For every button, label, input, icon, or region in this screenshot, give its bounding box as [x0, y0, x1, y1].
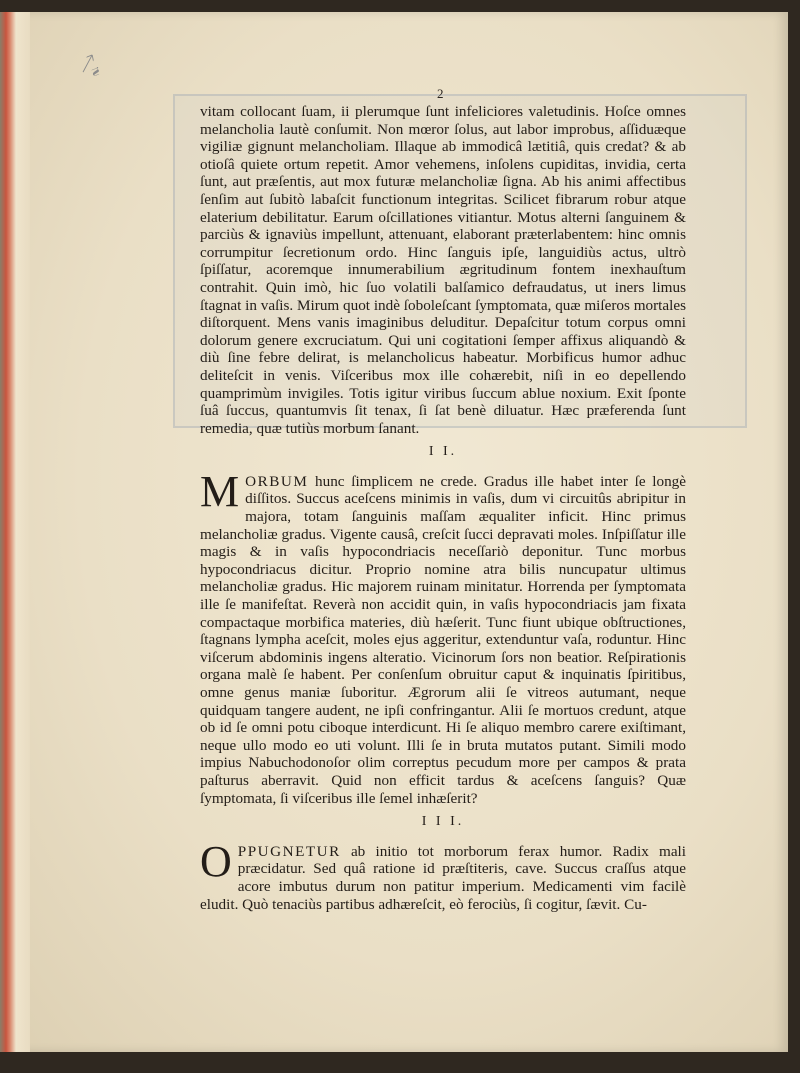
body-text [200, 103, 686, 913]
section-2-text: hunc ſimplicem ne crede. Gradus ille habet inter ſe longè diſſitos. Succus aceſcens minimis in vaſis, dum vi circuitûs abripitur in majora, totam ſanguinis maſſam æqualiter inficit. Hinc primus melancholiæ gradus. Vigente causâ, creſcit ſucci depravati moles. Inſpiſſatur ille magis & in vaſis hypocondriacis neceſſariò deponitur. Tunc morbus hypocondriacus dicitur. Proprio nomine atra bilis nuncupatur ultimus melancholiæ gradus. Hic majorem ruinam minitatur. Horrenda per ſymptomata ille ſe manifeſtat. Reverà non accidit quin, in vaſis hypocondriacis jam fixata compactaque morbifica materies, diù hæſerit. Tunc fiunt ubique obſtructiones, ſtagnans lympha aceſcit, moles ejus aggeritur, extenduntur vaſa, roduntur. Hinc viſcerum abdominis ingens alteratio. Vicinorum ſors non beatior. Reſpirationis organa malè ſe habent. Per conſenſum obruitur caput & inquinatis ſpiritibus, omne genus maniæ ſuboritur. Ægrorum alii ſe vitreos autumant, neque quidquam tangere audent, ne ipſi confringantur. Alii ſe mortuos credunt, atque ob id ſe omni potu ciboque interdicunt. Hi ſe aliquo membro carere exiſtimant, neque ullo modo eo uti volunt. Illi ſe in bruta mutatos putant. Simili modo impius Nabuchodonoſor olim correptus pecudum more per campos & prata paſturus aberravit. Quid non efficit tardus & aceſcens ſanguis? Quæ ſymptomata, ſi viſceribus ille ſemel inhæſerit? [200, 472, 686, 807]
page-edge [0, 12, 30, 1052]
drop-cap-m: M [200, 466, 240, 516]
section-2-heading: I I. [428, 444, 458, 460]
section-1-text: vitam collocant ſuam, ii plerumque ſunt infeliciores valetudinis. Hoſce omnes melancholia lautè conſumit. Non mœror ſolus, aut labor improbus, aſſiduæque vigiliæ gignunt melancholiam. Illaque ab immodicâ lætitiâ, quis credat? & ab otioſâ quiete ortum repetit. Amor vehemens, inſolens cupiditas, invidia, certa ſunt, aut præſentis, aut mox futuræ melancholiæ ſigna. Ab his animi affectibus ſenſim aut ſubitò labaſcit functionum integritas. Scilicet fibrarum robur atque elaterium debilitatur. Earum oſcillationes vitiantur. Motus alterni ſanguinem & parciùs & ignaviùs impellunt, attenuant, elaborant præterlabentem: hinc omnis corrumpitur ſecretionum ordo. Hinc ſanguis ipſe, languidiùs actus, ultrò ſpiſſatur, acoremque innumerabilium ægritudinum fontem inexhauſtum contrahit. Quin imò, hic ſuo volatili balſamico defraudatus, ut iners limus ſtagnat in vaſis. Mirum quot indè ſoboleſcant ſymptomata, quæ miſeros mortales diſtorquent. Mens vanis imaginibus deluditur. Depaſcitur totum corpus omni dolorum genere excruciatum. Qui uni cogitationi ſemper affixus aliquandò & diù ſine febre delirat, is melancholicus habeatur. Morbificus humor adhuc deliteſcit in venis. Viſceribus mox ille cohærebit, niſi in eo depellendo quamprimùm invigiles. Totis igitur viribus ſuccum ablue noxium. Exit ſponte ſuâ ſuccus, quantumvis ſit tenax, ſi ſat benè diluatur. Hæc præferenda ſunt remedia, quæ tutiùs morbum ſanant. [200, 103, 686, 437]
section-2-paragraph [200, 466, 686, 807]
drop-cap-o: O [200, 836, 232, 886]
section-3-paragraph [200, 836, 686, 913]
section-3-lead-word: PPUGNETUR [237, 842, 341, 860]
pencil-mark: ᛏ𝓇 [75, 50, 107, 83]
section-3-heading: I I I. [421, 814, 465, 830]
section-3-text: ab initio tot morborum ferax humor. Radix mali præcidatur. Sed quâ ratione id præſtiteris, cave. Succus craſſus atque acore imbutus durum non patitur imperium. Medicamenti vim facilè eludit. Quò tenaciùs partibus adhæreſcit, eò ferociùs, ſi cogitur, ſævit. Cu- [200, 842, 686, 913]
page-number: 2 [437, 86, 444, 101]
section-2-lead-word: ORBUM [245, 472, 309, 490]
